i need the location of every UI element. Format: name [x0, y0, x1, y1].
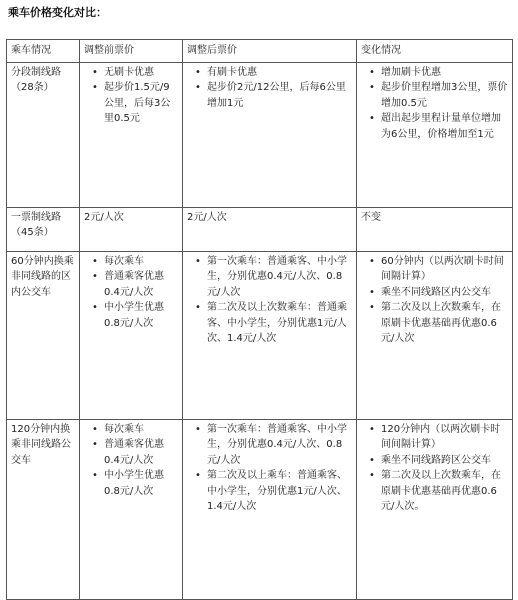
list-item: • 有刷卡优惠 — [199, 65, 352, 81]
list-item: • 中小学生优惠0.8元/人次 — [96, 300, 178, 331]
situation-cell: 120分钟内换乘非同线路公交车 — [7, 419, 80, 599]
change-cell — [357, 62, 513, 207]
list-item: • 普通乘客优惠0.4元/人次 — [96, 269, 178, 300]
change-cell: 不变 — [357, 207, 513, 251]
header-situation: 乘车情况 — [7, 40, 80, 63]
change-cell — [357, 251, 513, 419]
before-cell: 2元/人次 — [80, 207, 183, 251]
list-item: • 每次乘车 — [96, 422, 178, 438]
list-item: • 第一次乘车：普通乘客、中小学生，分别优惠0.4元/人次、0.8元/人次 — [199, 254, 352, 301]
list-item: • 起步价2元/12公里，后每6公里增加1元 — [199, 80, 352, 111]
list-item: • 无刷卡优惠 — [96, 65, 178, 81]
list-item: • 120分钟内（以两次刷卡时间间隔计算） — [373, 422, 508, 453]
after-cell — [183, 251, 357, 419]
table-row — [7, 251, 513, 419]
header-after: 调整后票价 — [183, 40, 357, 63]
table-row — [7, 62, 513, 207]
list-item: • 第二次及以上乘车：普通乘客、中小学生，分别优惠1元/人次、1.4元/人次 — [199, 468, 352, 515]
fare-comparison-table — [6, 39, 513, 600]
after-cell — [183, 62, 357, 207]
list-item: • 60分钟内（以两次刷卡时间间隔计算） — [373, 254, 508, 285]
after-cell: 2元/人次 — [183, 207, 357, 251]
list-item: • 中小学生优惠0.8元/人次 — [96, 468, 178, 499]
page-title: 乘车价格变化对比： — [8, 6, 107, 19]
list-item: • 每次乘车 — [96, 254, 178, 270]
situation-cell: 一票制线路（45条） — [7, 207, 80, 251]
table-header-row — [7, 40, 513, 63]
list-item: • 第二次及以上次数乘车，在原刷卡优惠基础再优惠0.6元/人次。 — [373, 468, 508, 515]
list-item: • 第二次及以上次数乘车：普通乘客、中小学生，分别优惠1元/人次、1.4元/人次 — [199, 300, 352, 347]
list-item: • 乘坐不同线路区内公交车 — [373, 285, 508, 301]
table-row — [7, 207, 513, 251]
before-cell — [80, 419, 183, 599]
before-cell — [80, 62, 183, 207]
list-item: • 起步价里程增加3公里，票价增加0.5元 — [373, 80, 508, 111]
header-before: 调整前票价 — [80, 40, 183, 63]
change-cell — [357, 419, 513, 599]
list-item: • 第一次乘车：普通乘客、中小学生，分别优惠0.4元/人次、0.8元/人次 — [199, 422, 352, 469]
before-cell — [80, 251, 183, 419]
list-item: • 起步价1.5元/9公里，后每3公里0.5元 — [96, 80, 178, 127]
list-item: • 超出起步里程计量单位增加为6公里，价格增加至1元 — [373, 111, 508, 142]
table-row — [7, 419, 513, 599]
situation-cell: 分段制线路（28条） — [7, 62, 80, 207]
list-item: • 普通乘客优惠0.4元/人次 — [96, 437, 178, 468]
situation-cell: 60分钟内换乘非同线路的区内公交车 — [7, 251, 80, 419]
header-change: 变化情况 — [357, 40, 513, 63]
list-item: • 乘坐不同线路跨区公交车 — [373, 453, 508, 469]
list-item: • 增加刷卡优惠 — [373, 65, 508, 81]
list-item: • 第二次及以上次数乘车，在原刷卡优惠基础再优惠0.6元/人次 — [373, 300, 508, 347]
after-cell — [183, 419, 357, 599]
